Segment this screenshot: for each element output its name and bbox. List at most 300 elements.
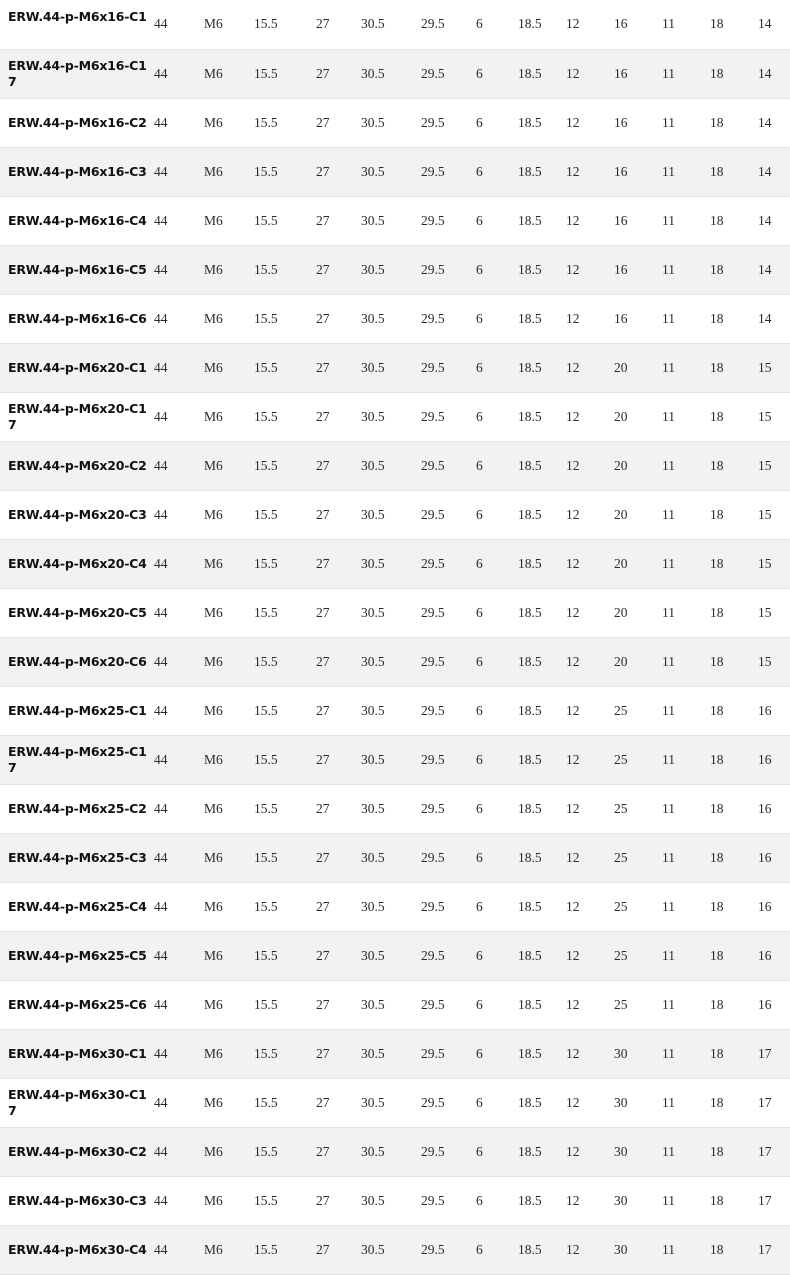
dimension-cell: 18.5	[518, 1127, 566, 1176]
dimension-cell: M6	[204, 735, 254, 784]
dimension-cell: 12	[566, 588, 614, 637]
dimension-cell: 29.5	[421, 1176, 476, 1225]
dimension-cell: 6	[476, 392, 518, 441]
dimension-cell: 11	[662, 392, 710, 441]
dimension-cell: 16	[758, 980, 790, 1029]
dimension-cell: 12	[566, 980, 614, 1029]
dimension-cell: 18.5	[518, 49, 566, 98]
dimension-cell: 29.5	[421, 833, 476, 882]
dimension-cell: 18.5	[518, 980, 566, 1029]
dimension-cell: 44	[154, 833, 204, 882]
dimension-cell: 12	[566, 245, 614, 294]
dimension-cell: 12	[566, 1127, 614, 1176]
dimension-cell: 44	[154, 1029, 204, 1078]
dimension-cell: 18	[710, 931, 758, 980]
table-row	[0, 294, 790, 343]
dimension-cell: 12	[566, 833, 614, 882]
dimension-cell: 6	[476, 1078, 518, 1127]
dimension-cell: 27	[316, 147, 361, 196]
dimension-cell: 29.5	[421, 245, 476, 294]
dimension-cell: 29.5	[421, 637, 476, 686]
dimension-cell: 20	[614, 441, 662, 490]
dimension-cell: M6	[204, 686, 254, 735]
dimension-cell: 6	[476, 441, 518, 490]
dimension-cell: 6	[476, 196, 518, 245]
dimension-cell: 27	[316, 1127, 361, 1176]
dimension-cell: 11	[662, 833, 710, 882]
dimension-cell: M6	[204, 1078, 254, 1127]
dimension-cell: 15	[758, 392, 790, 441]
dimension-cell: 30.5	[361, 1078, 421, 1127]
dimension-cell: 6	[476, 980, 518, 1029]
dimension-cell: 27	[316, 392, 361, 441]
dimension-cell: 16	[758, 931, 790, 980]
dimension-cell: 15	[758, 539, 790, 588]
dimension-cell: 44	[154, 931, 204, 980]
table-row	[0, 931, 790, 980]
dimension-cell: 30.5	[361, 637, 421, 686]
dimension-cell: 27	[316, 735, 361, 784]
dimension-cell: 11	[662, 441, 710, 490]
table-row	[0, 1029, 790, 1078]
part-number-cell: ERW.44-p-M6x30-C1	[0, 1029, 154, 1078]
dimension-cell: 15	[758, 441, 790, 490]
dimension-cell: 6	[476, 1029, 518, 1078]
dimension-cell: 27	[316, 882, 361, 931]
dimension-cell: 29.5	[421, 147, 476, 196]
dimension-cell: 30.5	[361, 1176, 421, 1225]
dimension-cell: 12	[566, 49, 614, 98]
dimension-cell: 12	[566, 98, 614, 147]
dimension-cell: 14	[758, 147, 790, 196]
dimension-cell: M6	[204, 931, 254, 980]
dimension-cell: 6	[476, 637, 518, 686]
dimension-cell: 30.5	[361, 539, 421, 588]
dimension-cell: 15.5	[254, 1078, 316, 1127]
dimension-cell: 18.5	[518, 1176, 566, 1225]
table-row	[0, 49, 790, 98]
dimension-cell: 11	[662, 1127, 710, 1176]
dimension-cell: M6	[204, 833, 254, 882]
table-row	[0, 147, 790, 196]
table-row	[0, 441, 790, 490]
dimension-cell: 30	[614, 1078, 662, 1127]
dimension-cell: 18.5	[518, 294, 566, 343]
dimension-cell: 6	[476, 147, 518, 196]
dimension-cell: 18.5	[518, 1225, 566, 1274]
dimension-cell: 15.5	[254, 882, 316, 931]
dimension-cell: 30.5	[361, 1225, 421, 1274]
dimension-cell: 15.5	[254, 343, 316, 392]
dimension-cell: 15.5	[254, 392, 316, 441]
dimension-cell: 30.5	[361, 98, 421, 147]
table-row	[0, 637, 790, 686]
dimension-cell: 15.5	[254, 833, 316, 882]
dimension-cell: 18.5	[518, 588, 566, 637]
dimension-cell: M6	[204, 588, 254, 637]
dimension-cell: 27	[316, 588, 361, 637]
dimension-cell: 30.5	[361, 1029, 421, 1078]
dimension-cell: 15	[758, 490, 790, 539]
dimension-cell: 18	[710, 1127, 758, 1176]
dimension-cell: 18.5	[518, 0, 566, 49]
dimension-cell: 44	[154, 784, 204, 833]
dimension-cell: 12	[566, 343, 614, 392]
table-row	[0, 686, 790, 735]
dimension-cell: M6	[204, 147, 254, 196]
dimension-cell: 30.5	[361, 392, 421, 441]
dimension-cell: 30.5	[361, 147, 421, 196]
dimension-cell: 18.5	[518, 245, 566, 294]
dimension-cell: 30.5	[361, 1127, 421, 1176]
dimension-cell: 17	[758, 1029, 790, 1078]
dimension-cell: 27	[316, 539, 361, 588]
dimension-cell: 44	[154, 1127, 204, 1176]
dimension-cell: 12	[566, 294, 614, 343]
dimension-cell: 6	[476, 882, 518, 931]
dimension-cell: 44	[154, 686, 204, 735]
dimension-cell: 18	[710, 833, 758, 882]
dimension-cell: 25	[614, 735, 662, 784]
dimension-cell: 27	[316, 1176, 361, 1225]
table-row	[0, 1225, 790, 1274]
dimension-cell: 29.5	[421, 539, 476, 588]
part-number-cell: ERW.44-p-M6x25-C1	[0, 686, 154, 735]
table-row	[0, 245, 790, 294]
dimension-cell: 15.5	[254, 784, 316, 833]
dimension-cell: M6	[204, 539, 254, 588]
dimension-cell: 16	[758, 784, 790, 833]
part-number-cell: ERW.44-p-M6x16-C17	[0, 49, 154, 98]
dimension-cell: 30	[614, 1029, 662, 1078]
dimension-cell: 18.5	[518, 1029, 566, 1078]
dimension-cell: 12	[566, 735, 614, 784]
dimension-cell: 18.5	[518, 735, 566, 784]
dimension-cell: 11	[662, 49, 710, 98]
dimension-cell: 18	[710, 392, 758, 441]
dimension-cell: 29.5	[421, 980, 476, 1029]
dimension-cell: 44	[154, 343, 204, 392]
table-row	[0, 392, 790, 441]
dimension-cell: 30.5	[361, 686, 421, 735]
dimension-cell: 25	[614, 980, 662, 1029]
dimension-cell: 16	[758, 833, 790, 882]
dimension-cell: 11	[662, 245, 710, 294]
dimension-cell: 14	[758, 0, 790, 49]
dimension-cell: 18.5	[518, 882, 566, 931]
dimension-cell: 29.5	[421, 1127, 476, 1176]
dimension-cell: 30.5	[361, 588, 421, 637]
dimension-cell: 44	[154, 245, 204, 294]
dimension-cell: 18	[710, 784, 758, 833]
dimension-cell: 18	[710, 147, 758, 196]
dimension-cell: 15.5	[254, 1176, 316, 1225]
dimension-cell: 11	[662, 784, 710, 833]
dimension-cell: 12	[566, 931, 614, 980]
dimension-cell: 12	[566, 1225, 614, 1274]
dimension-cell: 11	[662, 1176, 710, 1225]
part-number-cell: ERW.44-p-M6x16-C6	[0, 294, 154, 343]
dimension-cell: 15.5	[254, 735, 316, 784]
dimension-cell: M6	[204, 0, 254, 49]
dimension-cell: 12	[566, 147, 614, 196]
dimension-cell: 18.5	[518, 147, 566, 196]
dimension-cell: 30.5	[361, 245, 421, 294]
dimension-cell: 15.5	[254, 490, 316, 539]
dimension-cell: 18	[710, 196, 758, 245]
dimension-cell: 18.5	[518, 784, 566, 833]
dimension-cell: 44	[154, 0, 204, 49]
table-row	[0, 882, 790, 931]
dimension-cell: 11	[662, 637, 710, 686]
dimension-cell: 18	[710, 1029, 758, 1078]
dimension-cell: 44	[154, 735, 204, 784]
dimension-cell: 29.5	[421, 441, 476, 490]
dimension-cell: 20	[614, 637, 662, 686]
dimension-cell: 11	[662, 98, 710, 147]
dimension-cell: 18.5	[518, 196, 566, 245]
dimension-cell: 30.5	[361, 294, 421, 343]
dimension-cell: 14	[758, 98, 790, 147]
table-row	[0, 98, 790, 147]
dimension-cell: 15.5	[254, 245, 316, 294]
dimension-cell: M6	[204, 245, 254, 294]
dimension-cell: 30.5	[361, 490, 421, 539]
dimension-cell: M6	[204, 49, 254, 98]
part-number-cell: ERW.44-p-M6x30-C4	[0, 1225, 154, 1274]
part-number-cell: ERW.44-p-M6x16-C1	[0, 0, 154, 42]
dimension-cell: 27	[316, 196, 361, 245]
dimension-cell: 18	[710, 490, 758, 539]
part-number-cell: ERW.44-p-M6x20-C1	[0, 343, 154, 392]
dimension-cell: 44	[154, 1225, 204, 1274]
dimension-cell: 6	[476, 1225, 518, 1274]
table-row	[0, 588, 790, 637]
dimension-cell: 27	[316, 1225, 361, 1274]
dimension-cell: 44	[154, 490, 204, 539]
table-row	[0, 784, 790, 833]
dimension-cell: 18	[710, 588, 758, 637]
dimension-cell: 30.5	[361, 784, 421, 833]
dimension-cell: 30.5	[361, 49, 421, 98]
dimension-cell: 6	[476, 49, 518, 98]
dimension-cell: 29.5	[421, 1078, 476, 1127]
dimension-cell: M6	[204, 980, 254, 1029]
table-row	[0, 1176, 790, 1225]
dimension-cell: 30	[614, 1225, 662, 1274]
dimension-cell: 6	[476, 0, 518, 49]
dimension-cell: 44	[154, 539, 204, 588]
dimension-cell: 44	[154, 147, 204, 196]
dimension-cell: 27	[316, 245, 361, 294]
part-number-cell: ERW.44-p-M6x16-C2	[0, 98, 154, 147]
dimension-cell: 30.5	[361, 0, 421, 49]
dimension-cell: 44	[154, 294, 204, 343]
dimension-cell: 12	[566, 637, 614, 686]
dimension-cell: 16	[614, 294, 662, 343]
dimension-cell: 30.5	[361, 343, 421, 392]
dimension-cell: 6	[476, 784, 518, 833]
dimension-cell: 15.5	[254, 980, 316, 1029]
dimension-cell: 27	[316, 343, 361, 392]
dimension-cell: 30.5	[361, 882, 421, 931]
dimension-cell: 44	[154, 588, 204, 637]
dimension-cell: 27	[316, 931, 361, 980]
dimension-cell: 6	[476, 735, 518, 784]
dimension-cell: 44	[154, 980, 204, 1029]
dimension-cell: 27	[316, 637, 361, 686]
dimension-cell: 6	[476, 98, 518, 147]
part-number-cell: ERW.44-p-M6x25-C2	[0, 784, 154, 833]
dimension-cell: 14	[758, 294, 790, 343]
dimension-cell: M6	[204, 196, 254, 245]
table-row	[0, 539, 790, 588]
dimension-cell: 29.5	[421, 1225, 476, 1274]
dimension-cell: 11	[662, 686, 710, 735]
dimension-cell: 16	[758, 686, 790, 735]
dimension-cell: 15.5	[254, 1029, 316, 1078]
dimension-cell: 11	[662, 931, 710, 980]
table-row	[0, 980, 790, 1029]
part-number-cell: ERW.44-p-M6x25-C6	[0, 980, 154, 1029]
dimension-cell: 18.5	[518, 441, 566, 490]
dimension-cell: 17	[758, 1225, 790, 1274]
dimension-cell: 25	[614, 882, 662, 931]
dimension-cell: 25	[614, 686, 662, 735]
dimension-cell: 18	[710, 1176, 758, 1225]
dimension-cell: 27	[316, 1078, 361, 1127]
dimension-cell: 18.5	[518, 833, 566, 882]
dimension-cell: 15.5	[254, 539, 316, 588]
dimension-cell: 15.5	[254, 1127, 316, 1176]
dimension-cell: 44	[154, 98, 204, 147]
table-row	[0, 1078, 790, 1127]
dimension-cell: 30.5	[361, 980, 421, 1029]
dimension-cell: 14	[758, 245, 790, 294]
dimension-cell: 18	[710, 0, 758, 49]
dimension-cell: 18	[710, 882, 758, 931]
dimension-cell: 18	[710, 49, 758, 98]
dimension-cell: 11	[662, 588, 710, 637]
dimension-cell: M6	[204, 1029, 254, 1078]
dimension-cell: 15	[758, 637, 790, 686]
part-number-cell: ERW.44-p-M6x20-C2	[0, 441, 154, 490]
dimension-cell: 12	[566, 196, 614, 245]
dimension-cell: 12	[566, 1029, 614, 1078]
dimension-cell: 18	[710, 343, 758, 392]
dimension-cell: 12	[566, 686, 614, 735]
dimension-cell: 15.5	[254, 686, 316, 735]
dimension-cell: 18	[710, 98, 758, 147]
dimension-cell: 29.5	[421, 490, 476, 539]
dimension-cell: M6	[204, 882, 254, 931]
table-row	[0, 0, 790, 49]
dimension-cell: 6	[476, 490, 518, 539]
dimension-cell: 15.5	[254, 637, 316, 686]
dimension-cell: M6	[204, 637, 254, 686]
dimension-cell: 11	[662, 1029, 710, 1078]
dimension-cell: 14	[758, 49, 790, 98]
dimension-cell: 16	[758, 882, 790, 931]
dimension-cell: 12	[566, 784, 614, 833]
dimension-cell: 11	[662, 294, 710, 343]
dimension-cell: 17	[758, 1176, 790, 1225]
dimension-cell: 15.5	[254, 588, 316, 637]
dimension-cell: 18	[710, 1078, 758, 1127]
dimension-cell: 27	[316, 784, 361, 833]
table-row	[0, 833, 790, 882]
dimension-cell: M6	[204, 1225, 254, 1274]
part-number-cell: ERW.44-p-M6x20-C3	[0, 490, 154, 539]
part-number-cell: ERW.44-p-M6x25-C5	[0, 931, 154, 980]
dimension-cell: 11	[662, 882, 710, 931]
dimension-cell: 29.5	[421, 343, 476, 392]
table-row	[0, 1127, 790, 1176]
dimension-cell: 29.5	[421, 784, 476, 833]
dimension-cell: 27	[316, 980, 361, 1029]
dimension-cell: 15.5	[254, 98, 316, 147]
dimension-cell: 18	[710, 245, 758, 294]
part-number-cell: ERW.44-p-M6x30-C17	[0, 1078, 154, 1127]
dimension-cell: 18.5	[518, 98, 566, 147]
dimension-cell: 15.5	[254, 147, 316, 196]
dimension-cell: 6	[476, 833, 518, 882]
dimension-cell: 17	[758, 1078, 790, 1127]
dimension-cell: 6	[476, 294, 518, 343]
dimension-cell: 18	[710, 686, 758, 735]
dimension-cell: 16	[758, 735, 790, 784]
dimension-cell: 11	[662, 147, 710, 196]
dimension-cell: 25	[614, 833, 662, 882]
dimension-cell: 29.5	[421, 294, 476, 343]
dimension-cell: 15.5	[254, 931, 316, 980]
dimension-cell: 20	[614, 343, 662, 392]
dimension-cell: 11	[662, 980, 710, 1029]
dimension-cell: 27	[316, 49, 361, 98]
dimension-cell: 6	[476, 931, 518, 980]
part-number-cell: ERW.44-p-M6x16-C5	[0, 245, 154, 294]
dimension-cell: 14	[758, 196, 790, 245]
dimension-cell: 44	[154, 392, 204, 441]
dimension-cell: 18	[710, 637, 758, 686]
dimension-cell: 12	[566, 1078, 614, 1127]
dimension-cell: 29.5	[421, 588, 476, 637]
dimension-cell: M6	[204, 392, 254, 441]
dimension-cell: 30.5	[361, 196, 421, 245]
dimension-cell: 30	[614, 1176, 662, 1225]
dimension-cell: 16	[614, 196, 662, 245]
dimension-cell: 27	[316, 0, 361, 49]
dimension-cell: 18.5	[518, 637, 566, 686]
dimension-cell: 12	[566, 539, 614, 588]
dimension-cell: 27	[316, 490, 361, 539]
dimension-cell: 18	[710, 294, 758, 343]
dimension-cell: 18.5	[518, 931, 566, 980]
dimension-cell: 18.5	[518, 392, 566, 441]
part-number-cell: ERW.44-p-M6x20-C5	[0, 588, 154, 637]
dimension-cell: 15.5	[254, 294, 316, 343]
dimension-cell: 29.5	[421, 882, 476, 931]
dimension-cell: 11	[662, 735, 710, 784]
dimension-cell: 25	[614, 931, 662, 980]
dimension-cell: 29.5	[421, 686, 476, 735]
dimension-cell: 15	[758, 343, 790, 392]
dimension-cell: 20	[614, 490, 662, 539]
part-number-cell: ERW.44-p-M6x25-C17	[0, 735, 154, 784]
dimension-cell: 18.5	[518, 539, 566, 588]
part-number-cell: ERW.44-p-M6x25-C3	[0, 833, 154, 882]
dimension-cell: 15.5	[254, 49, 316, 98]
